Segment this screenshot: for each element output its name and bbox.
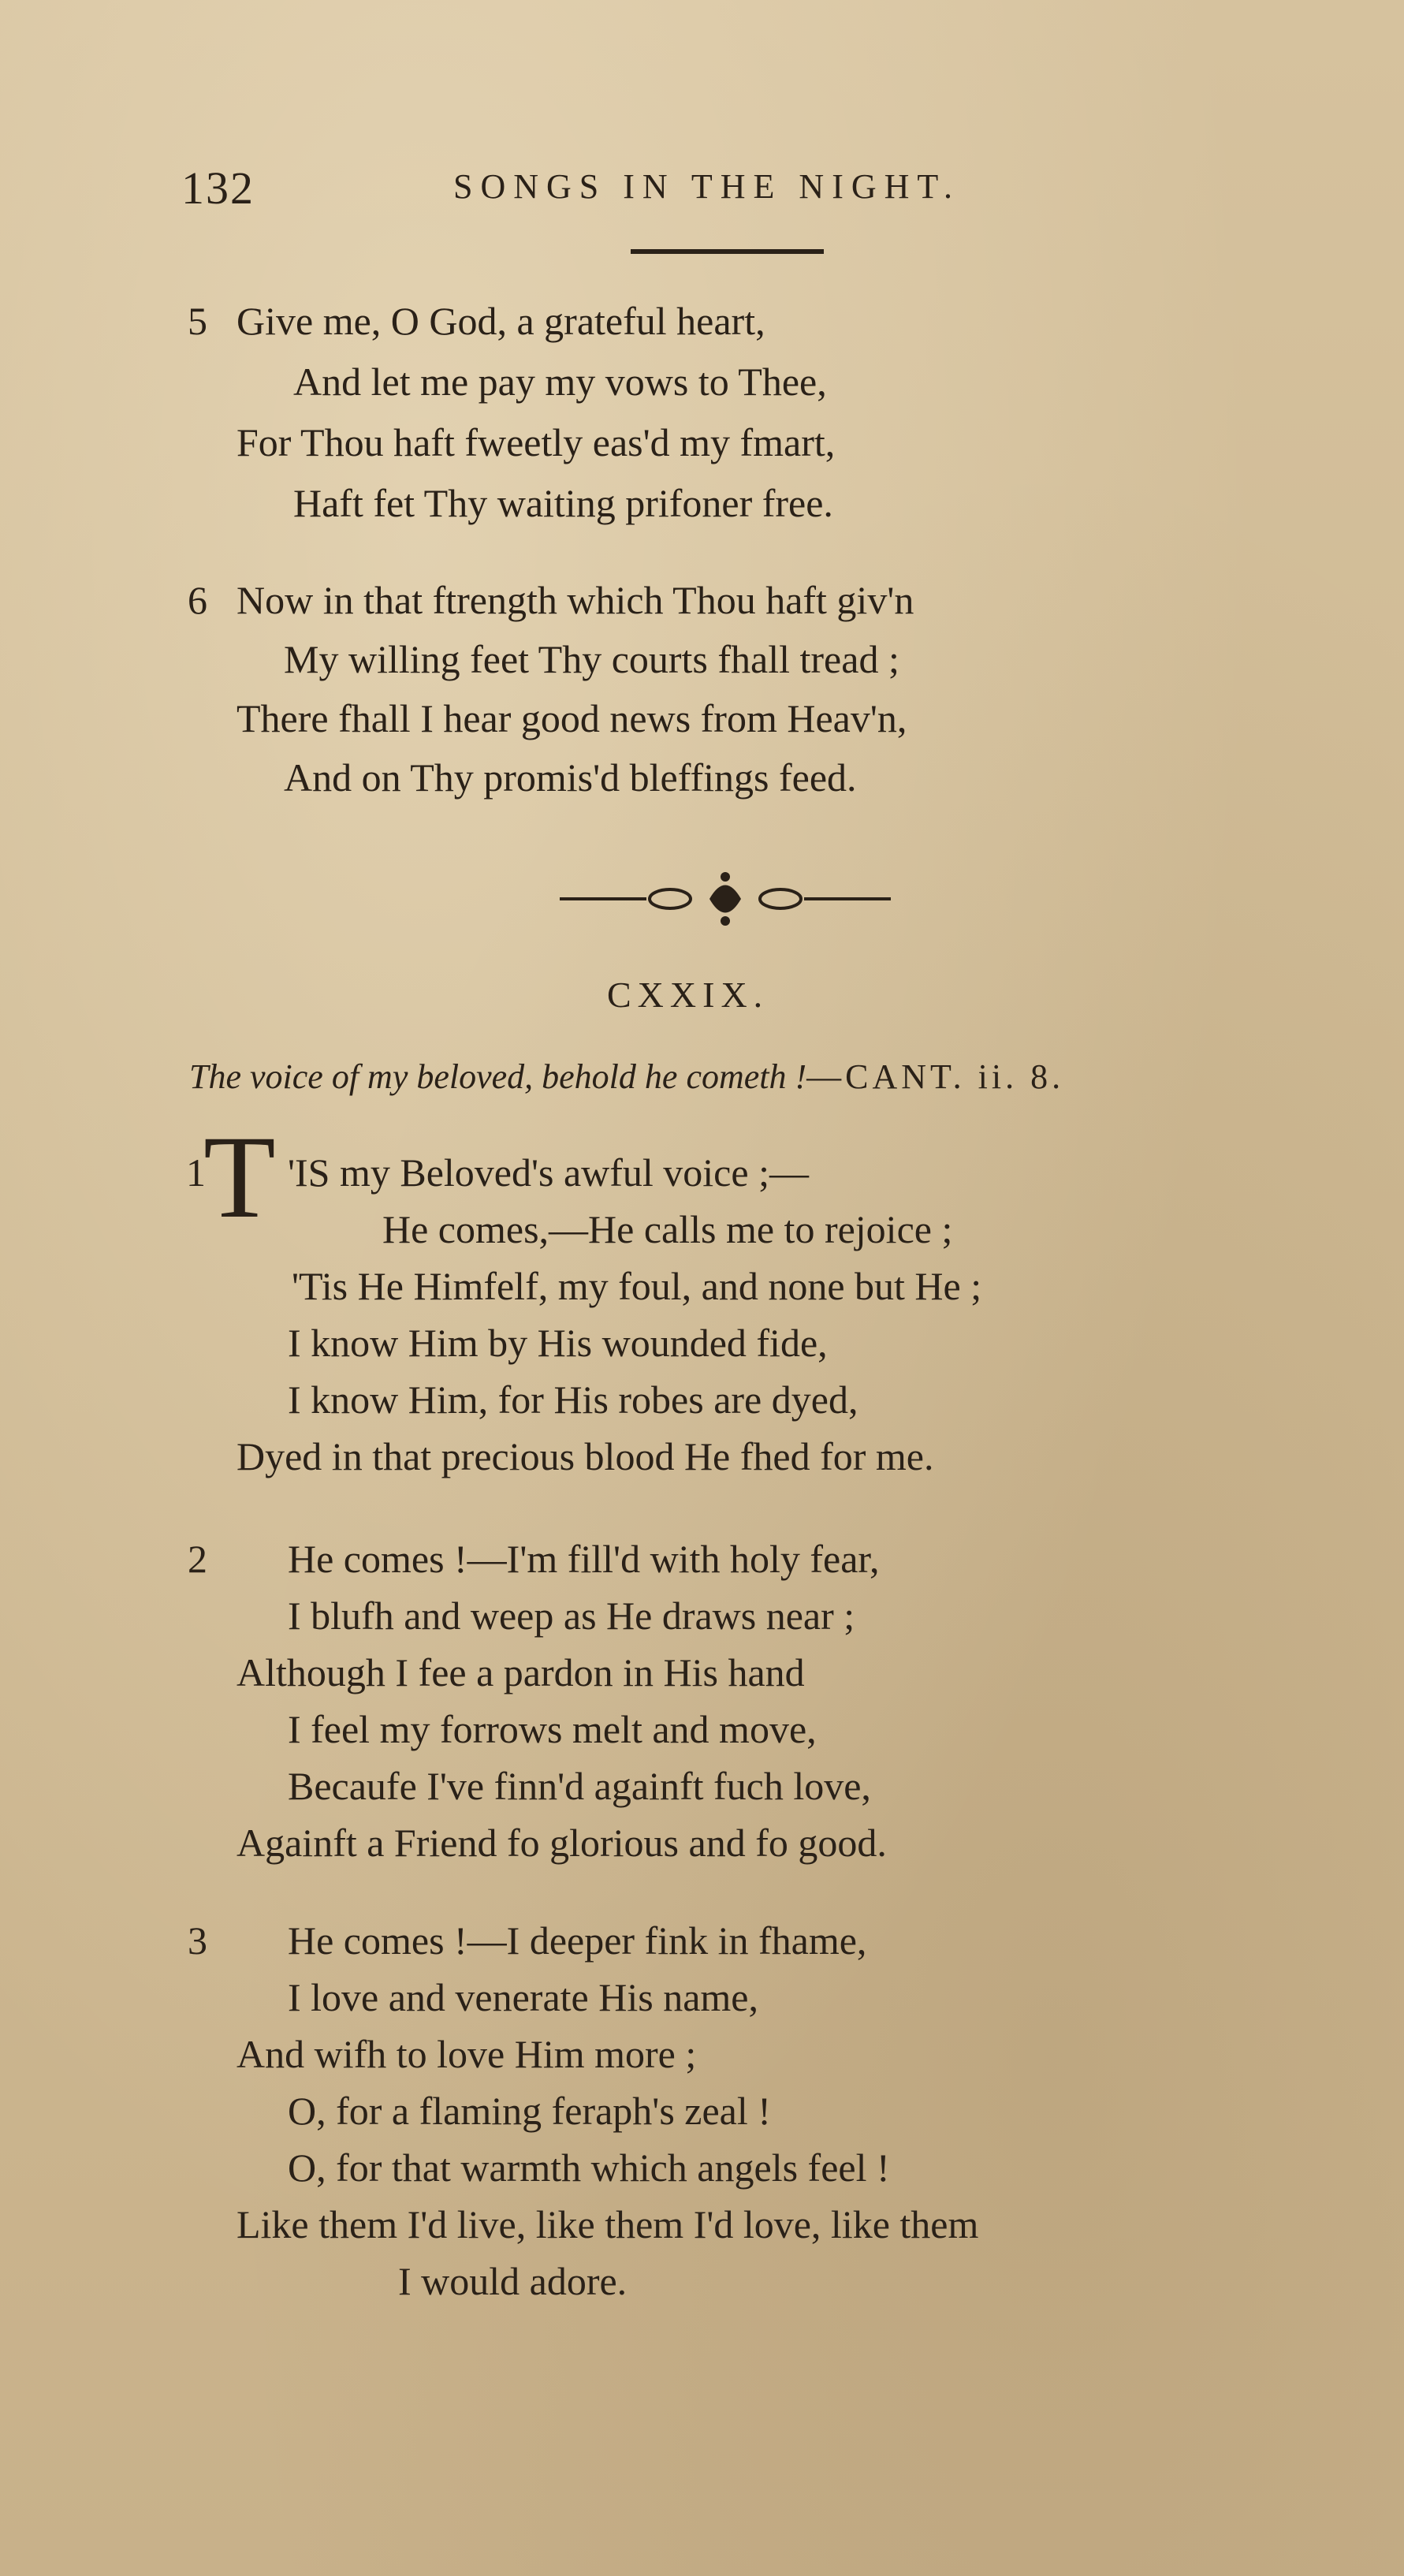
- verse-number: 6: [188, 578, 207, 622]
- verse-line: He comes,—He calls me to rejoice ;: [382, 1207, 953, 1251]
- epigraph: [189, 1057, 1064, 1097]
- verse-line: Dyed in that precious blood He fhed for me.: [236, 1434, 934, 1478]
- verse-line: I know Him by His wounded fide,: [288, 1321, 828, 1365]
- verse-number: 3: [188, 1918, 207, 1963]
- page-header: [0, 162, 1404, 217]
- verse-line: Againft a Friend fo glorious and fo good.: [236, 1821, 887, 1865]
- epigraph-quote: The voice of my beloved, behold he cometh !: [189, 1057, 807, 1096]
- verse-line: I love and venerate His name,: [288, 1975, 758, 2019]
- verse-line: Now in that ftrength which Thou haft giv'n: [236, 578, 914, 622]
- running-title: SONGS IN THE NIGHT.: [453, 167, 961, 206]
- verse-line: Haft fet Thy waiting prifoner free.: [293, 481, 833, 525]
- ornament-divider: [560, 867, 891, 930]
- verse-line: Give me, O God, a grateful heart,: [236, 299, 765, 343]
- verse-line: For Thou haft fweetly eas'd my fmart,: [236, 420, 836, 464]
- verse-line: I know Him, for His robes are dyed,: [288, 1377, 858, 1422]
- verse-line: 'IS my Beloved's awful voice ;—: [288, 1150, 809, 1195]
- verse-line: My willing feet Thy courts fhall tread ;: [284, 637, 899, 681]
- epigraph-source: —CANT. ii. 8.: [806, 1057, 1065, 1096]
- verse-line: Although I fee a pardon in His hand: [236, 1650, 805, 1694]
- verse-line: He comes !—I'm fill'd with holy fear,: [288, 1537, 880, 1581]
- verse-line: He comes !—I deeper fink in fhame,: [288, 1918, 867, 1963]
- drop-cap: T: [203, 1112, 276, 1243]
- verse-line: And on Thy promis'd bleffings feed.: [284, 755, 857, 800]
- verse-number: 5: [188, 299, 207, 343]
- verse-line: O, for a flaming feraph's zeal !: [288, 2089, 771, 2133]
- verse-line: And let me pay my vows to Thee,: [293, 360, 827, 404]
- verse-line: I would adore.: [398, 2259, 628, 2303]
- verse-line: O, for that warmth which angels feel !: [288, 2145, 890, 2190]
- verse-line: 'Tis He Himfelf, my foul, and none but He ;: [292, 1264, 982, 1308]
- verse-line: Becaufe I've finn'd againft fuch love,: [288, 1764, 871, 1808]
- page-number: 132: [181, 162, 255, 214]
- verse-number: 2: [188, 1537, 207, 1581]
- verse-line: There fhall I hear good news from Heav'n,: [236, 696, 907, 740]
- verse-number: 1: [186, 1150, 206, 1195]
- verse-line: I blufh and weep as He draws near ;: [288, 1594, 855, 1638]
- verse-line: I feel my forrows melt and move,: [288, 1707, 817, 1751]
- header-rule: [631, 249, 824, 254]
- hymn-number: CXXIX.: [607, 975, 769, 1015]
- verse-line: Like them I'd live, like them I'd love, like them: [236, 2202, 979, 2246]
- verse-line: And wifh to love Him more ;: [236, 2032, 697, 2076]
